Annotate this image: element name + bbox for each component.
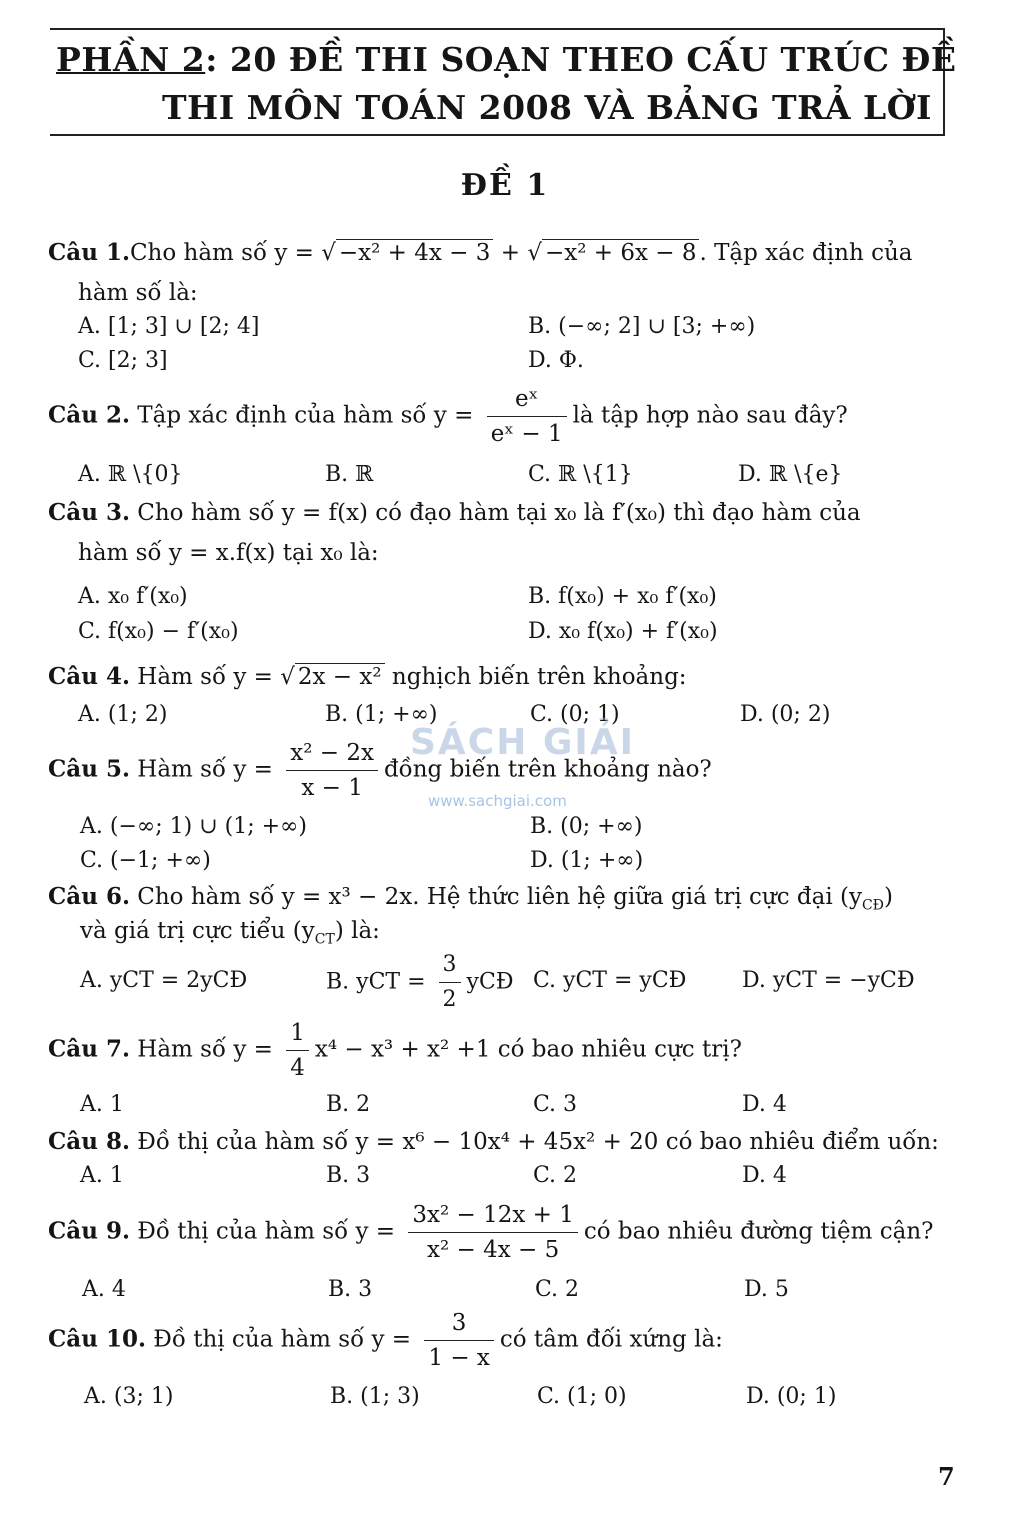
question-text: có bao nhiêu đường tiệm cận? [583,1218,934,1245]
question-label: Câu 10. [48,1325,146,1353]
banner-line-1 [56,40,957,79]
question-text: Cho hàm số y = x³ − 2x. Hệ thức liên hệ giữa giá trị cực đại (y [137,884,862,910]
question-label: Câu 3. [48,499,130,526]
option-d: D. (0; 1) [746,1384,837,1409]
option-a: A. (1; 2) [78,702,168,727]
question-text: Hàm số y = [137,756,281,783]
option-b [326,950,514,1015]
option-c: C. (1; 0) [537,1384,627,1409]
subscript: CĐ [861,897,884,914]
question-2 [48,384,848,449]
option-b: B. (−∞; 2] ∪ [3; +∞) [528,314,756,339]
root-expression: −x² + 4x − 3 [336,239,494,266]
question-text: là tập hợp nào sau đây? [572,402,848,429]
option-c: C. 2 [533,1163,578,1188]
option-a: A. ℝ \{0} [78,462,183,487]
question-label: Câu 7. [48,1035,130,1063]
option-b: B. 2 [326,1092,371,1117]
question-text: nghịch biến trên khoảng: [384,664,687,690]
question-label: Câu 9. [48,1217,130,1245]
option-d: D. Φ. [528,348,584,373]
question-text: có tâm đối xứng là: [499,1326,723,1353]
question-10 [48,1308,723,1373]
question-label: Câu 6. [48,883,130,910]
numerator: 3 [439,950,461,983]
question-label: Câu 8. [48,1128,130,1155]
option-b: B. 3 [328,1277,373,1302]
question-text: x⁴ − x³ + x² +1 có bao nhiêu cực trị? [314,1036,742,1063]
question-label: Câu 2. [48,401,130,429]
option-a: A. (−∞; 1) ∪ (1; +∞) [80,814,307,839]
question-4: Câu 4. Hàm số y = √ 2x − x² nghịch biến trên khoảng: [48,663,687,690]
question-text: ) [883,884,893,910]
option-b: B. 3 [326,1163,371,1188]
fraction [408,1200,577,1265]
denominator: x − 1 [301,775,363,801]
question-1: Câu 1.Cho hàm số y = √ −x² + 4x − 3 + √ −x² + 6x − 8 . Tập xác định của [48,239,913,266]
option-text: yCĐ [466,969,514,995]
option-d: D. 4 [742,1092,787,1117]
question-text: Cho hàm số y = [129,240,322,266]
option-a: A. 1 [80,1163,124,1188]
option-c: C. (−1; +∞) [80,848,211,873]
option-c: C. 3 [533,1092,578,1117]
fraction [439,950,461,1015]
option-c: C. 2 [535,1277,580,1302]
option-d: D. 4 [742,1163,787,1188]
option-c: C. ℝ \{1} [528,462,633,487]
question-7 [48,1018,742,1083]
question-text: Hàm số y = [137,664,281,690]
option-a: A. [1; 3] ∪ [2; 4] [78,314,260,339]
root-expression: 2x − x² [295,663,385,690]
option-c: C. f(x₀) − f′(x₀) [78,619,239,644]
question-text: và giá trị cực tiểu (y [80,918,315,944]
option-b: B. (1; 3) [330,1384,420,1409]
question-label: Câu 5. [48,755,130,783]
option-c: C. [2; 3] [78,348,168,373]
option-c: C. (0; 1) [530,702,620,727]
option-b: B. ℝ [325,462,374,487]
option-a: A. x₀ f′(x₀) [78,584,188,609]
question-text: . Tập xác định của [699,240,913,266]
numerator: x² − 2x [286,738,378,771]
denominator: 1 − x [428,1345,490,1371]
option-d: D. 5 [744,1277,789,1302]
section-banner [50,28,957,136]
denominator: x² − 4x − 5 [427,1237,560,1263]
plus-sign: + [493,240,528,266]
option-b: B. (1; +∞) [325,702,438,727]
fraction [424,1308,494,1373]
question-label: Câu 1. [48,239,130,266]
option-b: B. f(x₀) + x₀ f′(x₀) [528,584,717,609]
page-number: 7 [938,1462,955,1491]
question-text: Đồ thị của hàm số y = x⁶ − 10x⁴ + 45x² + 20 có bao nhiêu điểm uốn: [137,1129,939,1155]
watermark-logo: SÁCH GIẢI [410,722,636,763]
option-d: D. x₀ f(x₀) + f′(x₀) [528,619,718,644]
numerator: 1 [286,1018,309,1051]
numerator: 3 [424,1308,494,1341]
question-text: Hàm số y = [137,1036,281,1063]
denominator: 2 [442,987,457,1012]
option-a: A. yCT = 2yCĐ [80,968,248,993]
question-text: Đồ thị của hàm số y = [137,1218,403,1245]
banner-line-1-text: : 20 ĐỀ THI SOẠN THEO CẤU TRÚC ĐỀ [205,40,957,79]
numerator: 3x² − 12x + 1 [408,1200,577,1233]
question-text: Tập xác định của hàm số y = [137,402,481,429]
numerator: eˣ [487,384,567,417]
part-label: PHẦN 2 [56,40,206,79]
fraction [286,1018,309,1083]
fraction [286,738,378,803]
banner-line-2: THI MÔN TOÁN 2008 VÀ BẢNG TRẢ LỜI [162,88,932,127]
question-3 [48,498,861,528]
subscript: CT [314,931,335,948]
question-label: Câu 4. [48,663,130,690]
question-8 [48,1127,939,1157]
question-text: Cho hàm số y = f(x) có đạo hàm tại x₀ là f′(x₀) thì đạo hàm của [137,500,861,526]
question-9 [48,1200,934,1265]
root-expression: −x² + 6x − 8 [542,239,700,266]
option-d: D. ℝ \{e} [738,462,843,487]
option-text: B. yCT = [326,969,433,995]
option-a: A. 1 [80,1092,124,1117]
denominator: eˣ − 1 [490,421,563,447]
option-c: C. yCT = yCĐ [533,968,687,993]
option-b: B. (0; +∞) [530,814,643,839]
option-d: D. yCT = −yCĐ [742,968,915,993]
exam-title: ĐỀ 1 [460,168,550,203]
option-d: D. (1; +∞) [530,848,644,873]
question-text: Đồ thị của hàm số y = [153,1326,419,1353]
question-6-continuation [80,918,380,948]
question-text: đồng biến trên khoảng nào? [383,756,712,783]
option-d: D. (0; 2) [740,702,831,727]
option-a: A. 4 [82,1277,126,1302]
question-1-continuation: hàm số là: [78,280,198,306]
option-a: A. (3; 1) [84,1384,174,1409]
fraction [487,384,567,449]
question-6 [48,882,893,921]
question-text: ) là: [334,918,380,944]
denominator: 4 [290,1055,305,1081]
watermark-url: www.sachgiai.com [428,792,567,810]
question-3-continuation: hàm số y = x.f(x) tại x₀ là: [78,540,379,566]
